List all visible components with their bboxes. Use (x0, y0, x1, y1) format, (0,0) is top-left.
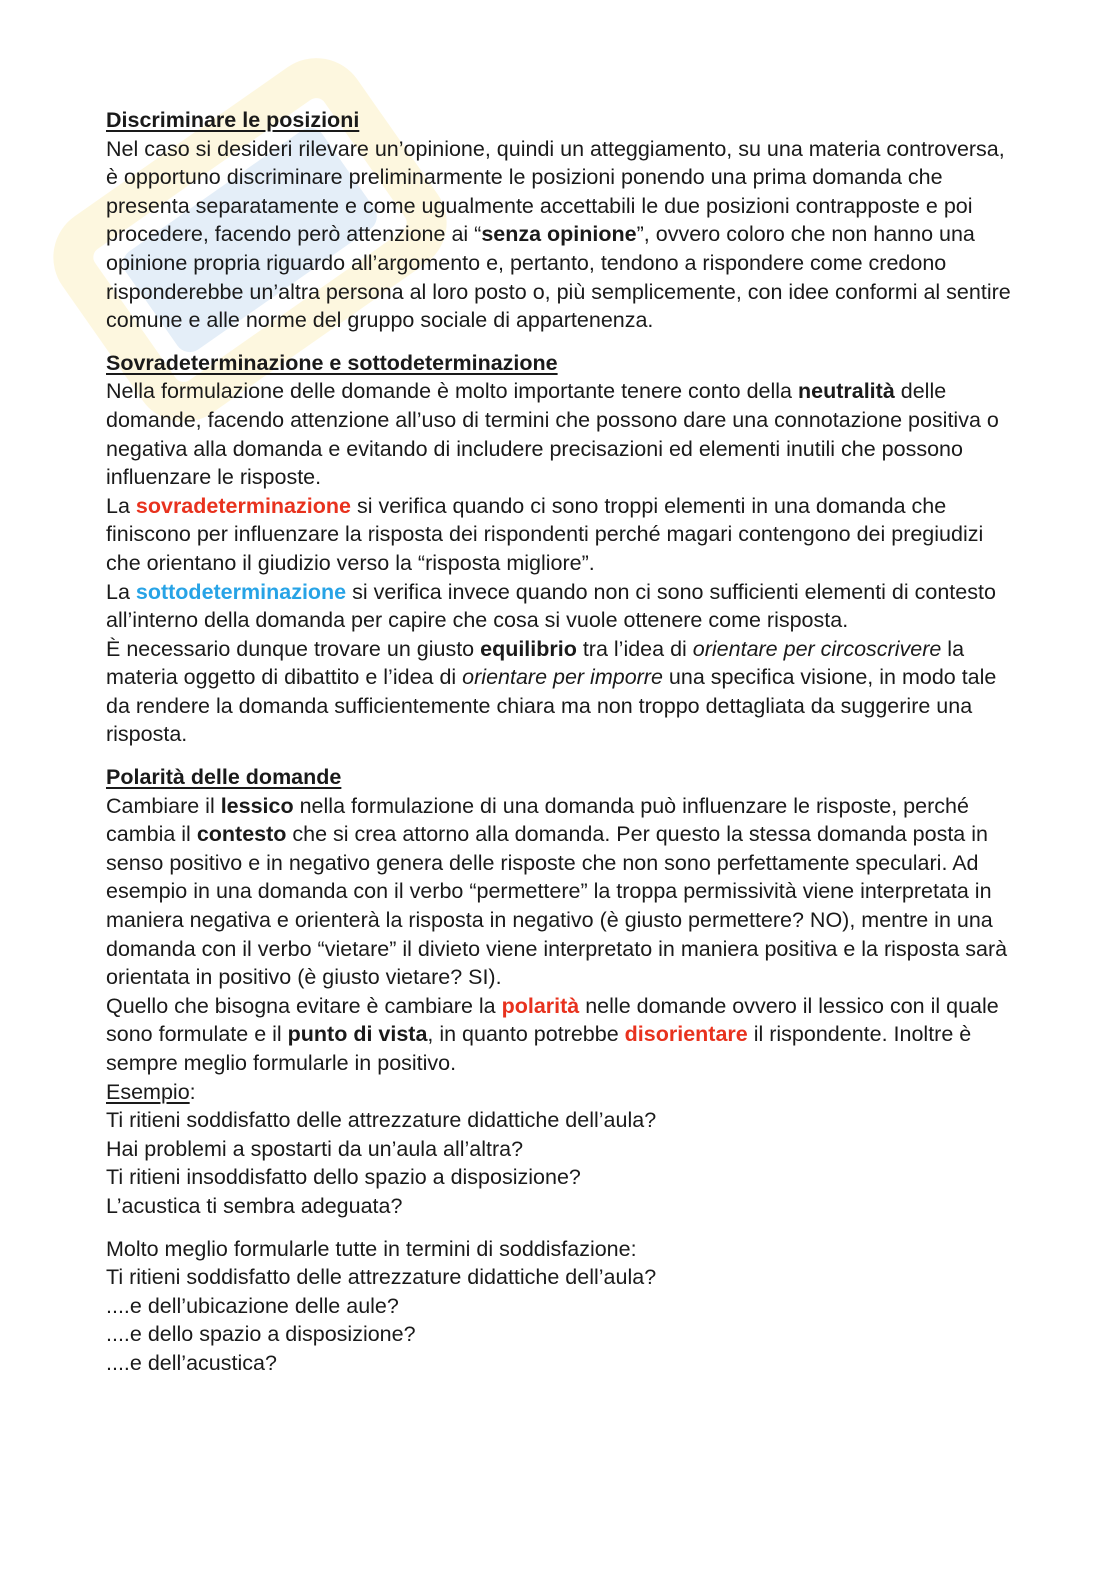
example-label: Esempio (106, 1079, 190, 1104)
document-page (106, 106, 1011, 1378)
example-label-line: Esempio: (106, 1079, 196, 1104)
better-line: ....e dell’acustica? (106, 1350, 277, 1375)
heading-polarita: Polarità delle domande (106, 765, 342, 790)
example-line: L’acustica ti sembra adeguata? (106, 1193, 403, 1218)
example-line: Ti ritieni soddisfatto delle attrezzature didattiche dell’aula? (106, 1108, 657, 1133)
better-intro: Molto meglio formularle tutte in termini di soddisfazione: (106, 1236, 637, 1261)
paragraph-sottodeterminazione: La sottodeterminazione si verifica invece quando non ci sono sufficienti elementi di contesto all’interno della domanda per capire che cosa si vuole ottenere come risposta. (106, 579, 996, 633)
better-line: Ti ritieni soddisfatto delle attrezzature didattiche dell’aula? (106, 1265, 657, 1290)
example-line: Ti ritieni insoddisfatto dello spazio a disposizione? (106, 1165, 581, 1190)
heading-discriminare: Discriminare le posizioni (106, 108, 360, 132)
paragraph-equilibrio: È necessario dunque trovare un giusto equilibrio tra l’idea di orientare per circoscrivere la materia oggetto di dibattito e l’idea di orientare per imporre una specifica visione, in modo tale da rendere la domanda sufficientemente chiara ma non troppo dettagliata da suggerire una risposta. (106, 636, 997, 747)
paragraph-neutralita: Nella formulazione delle domande è molto importante tenere conto della neutralità delle domande, facendo attenzione all’uso di termini che possono dare una connotazione positiva o negativa alla domanda e evitando di includere precisazioni ed elementi inutili che possono influenzare le risposte. (106, 379, 999, 490)
heading-sovradeterminazione: Sovradeterminazione e sottodeterminazione (106, 350, 558, 375)
better-line: ....e dello spazio a disposizione? (106, 1322, 416, 1347)
example-line: Hai problemi a spostarti da un’aula all’altra? (106, 1136, 524, 1161)
paragraph-polarita: Quello che bisogna evitare è cambiare la polarità nelle domande ovvero il lessico con il quale sono formulate e il punto di vista, in quanto potrebbe disorientare il rispondente. Inoltre è sempre meglio formularle in positivo. (106, 993, 999, 1075)
paragraph-discriminare: Nel caso si desideri rilevare un’opinione, quindi un atteggiamento, su una materia controversa, è opportuno discriminare preliminarmente le posizioni ponendo una prima domanda che presenta separatamente e come ugualmente accettabili le due posizioni contrapposte e poi procedere, facendo però attenzione ai “senza opinione”, ovvero coloro che non hanno una opinione propria riguardo all’argomento e, pertanto, tendono a rispondere come credono risponderebbe un’altra persona al loro posto o, più semplicemente, con idee conformi al sentire comune e alle norme del gruppo sociale di appartenenza. (106, 136, 1011, 333)
better-line: ....e dell’ubicazione delle aule? (106, 1293, 399, 1318)
paragraph-lessico: Cambiare il lessico nella formulazione di una domanda può influenzare le risposte, perché cambia il contesto che si crea attorno alla domanda. Per questo la stessa domanda posta in senso positivo e in negativo genera delle risposte che non sono perfettamente speculari. Ad esempio in una domanda con il verbo “permettere” la troppa permissività viene interpretata in maniera negativa e orienterà la risposta in negativo (è giusto permettere? NO), mentre in una domanda con il verbo “vietare” il divieto viene interpretato in maniera positiva e la risposta sarà orientata in positivo (è giusto vietare? SI). (106, 793, 1008, 990)
paragraph-sovradeterminazione: La sovradeterminazione si verifica quando ci sono troppi elementi in una domanda che finiscono per influenzare la risposta dei rispondenti perché magari contengono dei pregiudizi che orientano il giudizio verso la “risposta migliore”. (106, 493, 984, 575)
